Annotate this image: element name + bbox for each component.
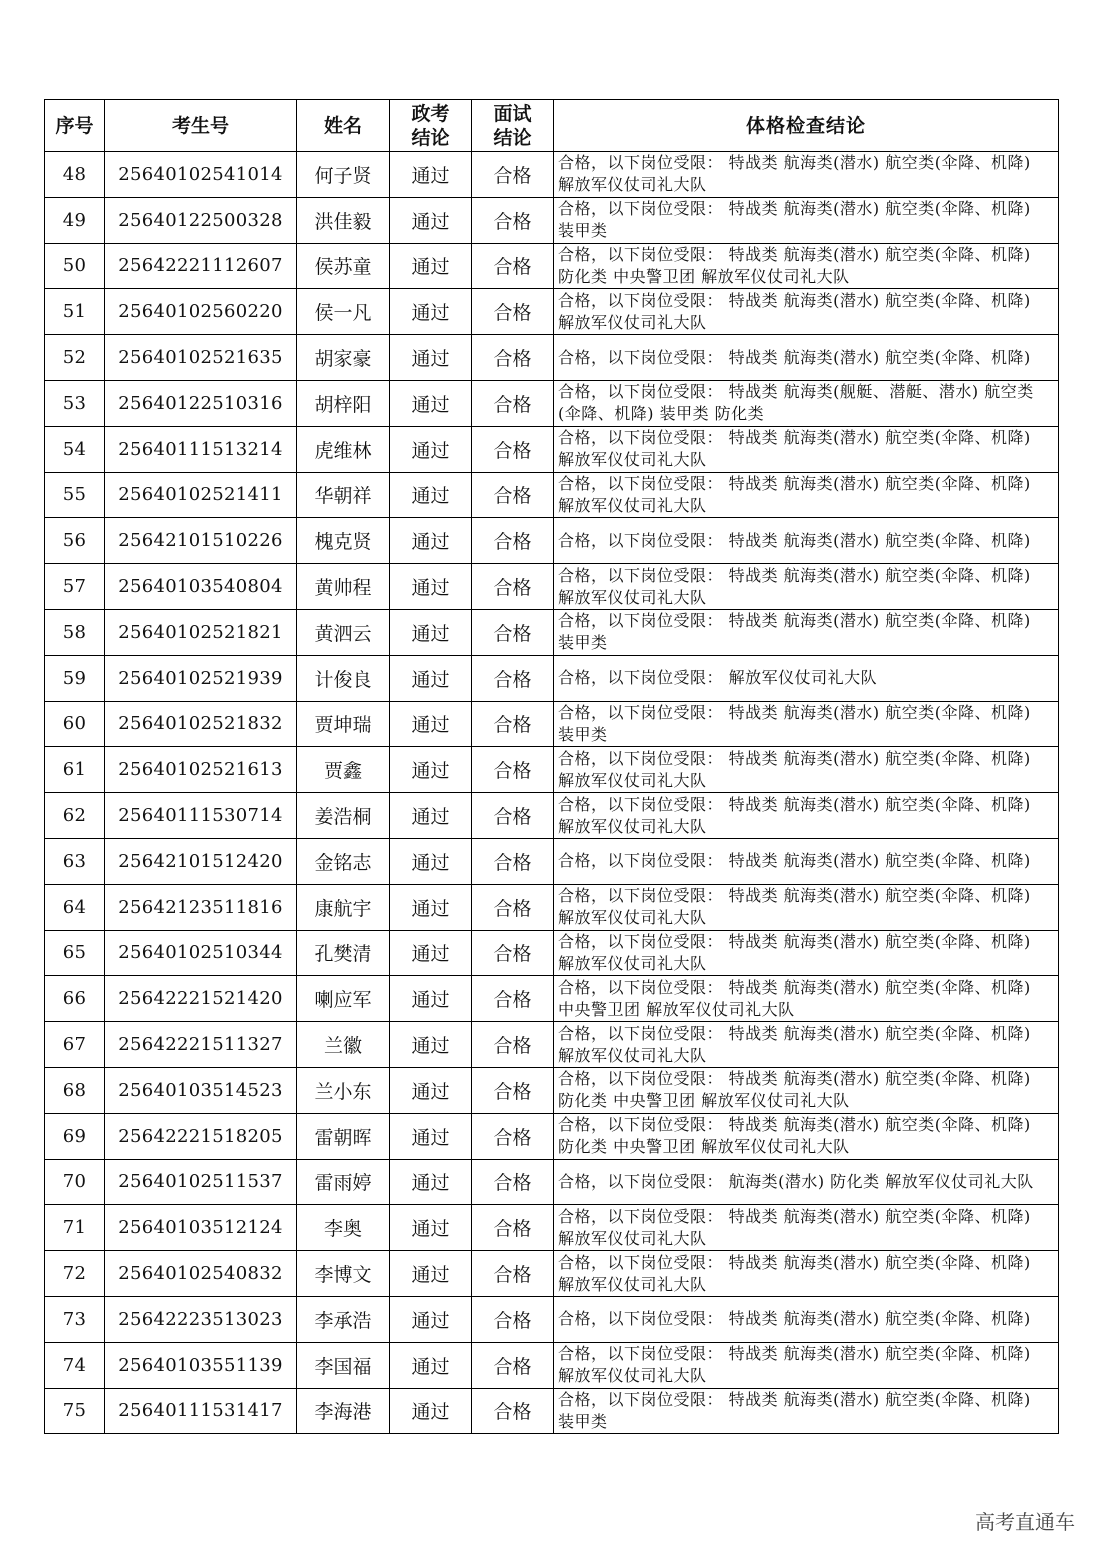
- physical-result-cell: 合格，以下岗位受限： 解放军仪仗司礼大队: [554, 655, 1059, 701]
- exam-id-cell: 25642101510226: [105, 518, 297, 564]
- physical-result-cell: 合格，以下岗位受限： 特战类 航海类(潜水) 航空类(伞降、机降) 解放军仪仗司礼大队: [554, 426, 1059, 472]
- seq-cell: 53: [45, 380, 105, 426]
- exam-id-cell: 25640111531417: [105, 1388, 297, 1434]
- seq-cell: 70: [45, 1159, 105, 1205]
- exam-id-cell: 25640111513214: [105, 426, 297, 472]
- name-cell: 何子贤: [297, 152, 390, 198]
- political-cell: 通过: [390, 747, 472, 793]
- table-row: [45, 1388, 1059, 1434]
- name-cell: 康航宇: [297, 884, 390, 930]
- interview-cell: 合格: [472, 609, 554, 655]
- table-row: [45, 152, 1059, 198]
- interview-cell: 合格: [472, 1342, 554, 1388]
- table-row: [45, 793, 1059, 839]
- physical-result-cell: 合格，以下岗位受限： 特战类 航海类(潜水) 航空类(伞降、机降) 解放军仪仗司礼大队: [554, 930, 1059, 976]
- seq-cell: 59: [45, 655, 105, 701]
- table-row: [45, 884, 1059, 930]
- political-cell: 通过: [390, 793, 472, 839]
- exam-id-cell: 25640103540804: [105, 564, 297, 610]
- seq-cell: 66: [45, 976, 105, 1022]
- table-row: [45, 472, 1059, 518]
- seq-cell: 61: [45, 747, 105, 793]
- seq-cell: 65: [45, 930, 105, 976]
- interview-cell: 合格: [472, 838, 554, 884]
- exam-id-cell: 25640102511537: [105, 1159, 297, 1205]
- seq-cell: 63: [45, 838, 105, 884]
- name-cell: 雷雨婷: [297, 1159, 390, 1205]
- table-row: [45, 243, 1059, 289]
- name-cell: 计俊良: [297, 655, 390, 701]
- political-cell: 通过: [390, 335, 472, 381]
- exam-id-cell: 25640102541014: [105, 152, 297, 198]
- table-row: [45, 335, 1059, 381]
- seq-cell: 52: [45, 335, 105, 381]
- physical-result-cell: 合格，以下岗位受限： 特战类 航海类(潜水) 航空类(伞降、机降) 解放军仪仗司礼大队: [554, 747, 1059, 793]
- name-cell: 华朝祥: [297, 472, 390, 518]
- exam-id-cell: 25640103551139: [105, 1342, 297, 1388]
- interview-cell: 合格: [472, 380, 554, 426]
- seq-cell: 68: [45, 1067, 105, 1113]
- political-cell: 通过: [390, 1067, 472, 1113]
- political-cell: 通过: [390, 1342, 472, 1388]
- physical-result-cell: 合格，以下岗位受限： 特战类 航海类(潜水) 航空类(伞降、机降) 解放军仪仗司礼大队: [554, 152, 1059, 198]
- name-cell: 侯一凡: [297, 289, 390, 335]
- name-cell: 姜浩桐: [297, 793, 390, 839]
- name-cell: 槐克贤: [297, 518, 390, 564]
- name-cell: 兰徽: [297, 1022, 390, 1068]
- name-cell: 孔樊清: [297, 930, 390, 976]
- interview-cell: 合格: [472, 197, 554, 243]
- table-row: [45, 701, 1059, 747]
- physical-result-cell: 合格，以下岗位受限： 特战类 航海类(潜水) 航空类(伞降、机降) 装甲类: [554, 701, 1059, 747]
- physical-result-cell: 合格，以下岗位受限： 特战类 航海类(潜水) 航空类(伞降、机降) 解放军仪仗司礼大队: [554, 1342, 1059, 1388]
- exam-id-cell: 25642123511816: [105, 884, 297, 930]
- seq-cell: 55: [45, 472, 105, 518]
- interview-cell: 合格: [472, 564, 554, 610]
- name-cell: 侯苏童: [297, 243, 390, 289]
- physical-result-cell: 合格，以下岗位受限： 特战类 航海类(潜水) 航空类(伞降、机降) 解放军仪仗司礼大队: [554, 289, 1059, 335]
- physical-result-cell: 合格，以下岗位受限： 特战类 航海类(潜水) 航空类(伞降、机降) 解放军仪仗司礼大队: [554, 884, 1059, 930]
- exam-id-cell: 25640102521411: [105, 472, 297, 518]
- seq-cell: 75: [45, 1388, 105, 1434]
- interview-cell: 合格: [472, 701, 554, 747]
- physical-result-cell: 合格，以下岗位受限： 特战类 航海类(潜水) 航空类(伞降、机降) 解放军仪仗司礼大队: [554, 1022, 1059, 1068]
- header-seq: 序号: [45, 100, 105, 152]
- political-cell: 通过: [390, 930, 472, 976]
- exam-id-cell: 25640102521635: [105, 335, 297, 381]
- table-row: [45, 289, 1059, 335]
- physical-result-cell: 合格，以下岗位受限： 特战类 航海类(潜水) 航空类(伞降、机降): [554, 838, 1059, 884]
- exam-id-cell: 25642101512420: [105, 838, 297, 884]
- interview-cell: 合格: [472, 1205, 554, 1251]
- physical-result-cell: 合格，以下岗位受限： 特战类 航海类(潜水) 航空类(伞降、机降) 装甲类: [554, 197, 1059, 243]
- seq-cell: 54: [45, 426, 105, 472]
- political-cell: 通过: [390, 609, 472, 655]
- table-row: [45, 564, 1059, 610]
- table-row: [45, 1251, 1059, 1297]
- exam-id-cell: 25642221112607: [105, 243, 297, 289]
- interview-cell: 合格: [472, 1159, 554, 1205]
- name-cell: 李海港: [297, 1388, 390, 1434]
- exam-id-cell: 25640102560220: [105, 289, 297, 335]
- interview-cell: 合格: [472, 518, 554, 564]
- exam-id-cell: 25640103512124: [105, 1205, 297, 1251]
- political-cell: 通过: [390, 1388, 472, 1434]
- exam-id-cell: 25640122500328: [105, 197, 297, 243]
- table-row: [45, 426, 1059, 472]
- political-cell: 通过: [390, 884, 472, 930]
- exam-id-cell: 25640102510344: [105, 930, 297, 976]
- interview-cell: 合格: [472, 1296, 554, 1342]
- table-body: [45, 152, 1059, 1434]
- name-cell: 兰小东: [297, 1067, 390, 1113]
- seq-cell: 60: [45, 701, 105, 747]
- header-exam-id: 考生号: [105, 100, 297, 152]
- table-row: [45, 655, 1059, 701]
- political-cell: 通过: [390, 976, 472, 1022]
- political-cell: 通过: [390, 1022, 472, 1068]
- political-cell: 通过: [390, 289, 472, 335]
- name-cell: 贾鑫: [297, 747, 390, 793]
- header-interview: 面试 结论: [472, 100, 554, 152]
- physical-result-cell: 合格，以下岗位受限： 特战类 航海类(潜水) 航空类(伞降、机降) 防化类 中央警卫团 解放军仪仗司礼大队: [554, 243, 1059, 289]
- physical-result-cell: 合格，以下岗位受限： 特战类 航海类(潜水) 航空类(伞降、机降): [554, 1296, 1059, 1342]
- physical-result-cell: 合格，以下岗位受限： 特战类 航海类(潜水) 航空类(伞降、机降) 解放军仪仗司礼大队: [554, 564, 1059, 610]
- interview-cell: 合格: [472, 152, 554, 198]
- political-cell: 通过: [390, 701, 472, 747]
- interview-cell: 合格: [472, 1251, 554, 1297]
- physical-result-cell: 合格，以下岗位受限： 航海类(潜水) 防化类 解放军仪仗司礼大队: [554, 1159, 1059, 1205]
- seq-cell: 74: [45, 1342, 105, 1388]
- results-table: [44, 99, 1059, 1434]
- interview-cell: 合格: [472, 335, 554, 381]
- political-cell: 通过: [390, 1159, 472, 1205]
- seq-cell: 50: [45, 243, 105, 289]
- name-cell: 黄帅程: [297, 564, 390, 610]
- seq-cell: 57: [45, 564, 105, 610]
- political-cell: 通过: [390, 152, 472, 198]
- exam-id-cell: 25640122510316: [105, 380, 297, 426]
- table-row: [45, 197, 1059, 243]
- exam-id-cell: 25640111530714: [105, 793, 297, 839]
- table-row: [45, 1342, 1059, 1388]
- interview-cell: 合格: [472, 426, 554, 472]
- interview-cell: 合格: [472, 655, 554, 701]
- physical-result-cell: 合格，以下岗位受限： 特战类 航海类(潜水) 航空类(伞降、机降) 装甲类: [554, 609, 1059, 655]
- name-cell: 胡梓阳: [297, 380, 390, 426]
- exam-id-cell: 25642221521420: [105, 976, 297, 1022]
- table-row: [45, 1296, 1059, 1342]
- exam-id-cell: 25640102521939: [105, 655, 297, 701]
- name-cell: 黄泗云: [297, 609, 390, 655]
- political-cell: 通过: [390, 838, 472, 884]
- political-cell: 通过: [390, 1251, 472, 1297]
- political-cell: 通过: [390, 197, 472, 243]
- interview-cell: 合格: [472, 1113, 554, 1159]
- interview-cell: 合格: [472, 1022, 554, 1068]
- seq-cell: 49: [45, 197, 105, 243]
- table-row: [45, 380, 1059, 426]
- name-cell: 李博文: [297, 1251, 390, 1297]
- political-cell: 通过: [390, 426, 472, 472]
- physical-result-cell: 合格，以下岗位受限： 特战类 航海类(潜水) 航空类(伞降、机降) 解放军仪仗司礼大队: [554, 1251, 1059, 1297]
- header-physical: 体格检查结论: [554, 100, 1059, 152]
- political-cell: 通过: [390, 1113, 472, 1159]
- header-row: [45, 100, 1059, 152]
- physical-result-cell: 合格，以下岗位受限： 特战类 航海类(潜水) 航空类(伞降、机降) 防化类 中央警卫团 解放军仪仗司礼大队: [554, 1067, 1059, 1113]
- seq-cell: 48: [45, 152, 105, 198]
- interview-cell: 合格: [472, 472, 554, 518]
- name-cell: 虎维林: [297, 426, 390, 472]
- political-cell: 通过: [390, 1296, 472, 1342]
- name-cell: 李承浩: [297, 1296, 390, 1342]
- interview-cell: 合格: [472, 976, 554, 1022]
- exam-id-cell: 25640102521613: [105, 747, 297, 793]
- name-cell: 喇应军: [297, 976, 390, 1022]
- exam-id-cell: 25642221518205: [105, 1113, 297, 1159]
- political-cell: 通过: [390, 243, 472, 289]
- physical-result-cell: 合格，以下岗位受限： 特战类 航海类(潜水) 航空类(伞降、机降) 解放军仪仗司礼大队: [554, 1205, 1059, 1251]
- interview-cell: 合格: [472, 747, 554, 793]
- seq-cell: 58: [45, 609, 105, 655]
- political-cell: 通过: [390, 380, 472, 426]
- physical-result-cell: 合格，以下岗位受限： 特战类 航海类(潜水) 航空类(伞降、机降) 解放军仪仗司礼大队: [554, 472, 1059, 518]
- physical-result-cell: 合格，以下岗位受限： 特战类 航海类(潜水) 航空类(伞降、机降) 装甲类: [554, 1388, 1059, 1434]
- table-row: [45, 1067, 1059, 1113]
- political-cell: 通过: [390, 564, 472, 610]
- seq-cell: 67: [45, 1022, 105, 1068]
- name-cell: 李奥: [297, 1205, 390, 1251]
- political-cell: 通过: [390, 655, 472, 701]
- political-cell: 通过: [390, 472, 472, 518]
- physical-result-cell: 合格，以下岗位受限： 特战类 航海类(潜水) 航空类(伞降、机降): [554, 335, 1059, 381]
- interview-cell: 合格: [472, 289, 554, 335]
- table-row: [45, 609, 1059, 655]
- table-row: [45, 976, 1059, 1022]
- interview-cell: 合格: [472, 1067, 554, 1113]
- name-cell: 贾坤瑞: [297, 701, 390, 747]
- political-cell: 通过: [390, 1205, 472, 1251]
- table-row: [45, 518, 1059, 564]
- interview-cell: 合格: [472, 793, 554, 839]
- table-row: [45, 1159, 1059, 1205]
- name-cell: 李国福: [297, 1342, 390, 1388]
- seq-cell: 64: [45, 884, 105, 930]
- seq-cell: 51: [45, 289, 105, 335]
- name-cell: 胡家豪: [297, 335, 390, 381]
- watermark-text: 高考直通车: [975, 1510, 1075, 1534]
- seq-cell: 71: [45, 1205, 105, 1251]
- exam-id-cell: 25640102521821: [105, 609, 297, 655]
- table-row: [45, 1205, 1059, 1251]
- seq-cell: 69: [45, 1113, 105, 1159]
- exam-id-cell: 25640102521832: [105, 701, 297, 747]
- exam-id-cell: 25640103514523: [105, 1067, 297, 1113]
- exam-id-cell: 25640102540832: [105, 1251, 297, 1297]
- physical-result-cell: 合格，以下岗位受限： 特战类 航海类(潜水) 航空类(伞降、机降) 防化类 中央警卫团 解放军仪仗司礼大队: [554, 1113, 1059, 1159]
- exam-id-cell: 25642223513023: [105, 1296, 297, 1342]
- header-political: 政考 结论: [390, 100, 472, 152]
- physical-result-cell: 合格，以下岗位受限： 特战类 航海类(潜水) 航空类(伞降、机降) 解放军仪仗司礼大队: [554, 793, 1059, 839]
- physical-result-cell: 合格，以下岗位受限： 特战类 航海类(潜水) 航空类(伞降、机降) 中央警卫团 解放军仪仗司礼大队: [554, 976, 1059, 1022]
- table-row: [45, 1022, 1059, 1068]
- exam-id-cell: 25642221511327: [105, 1022, 297, 1068]
- name-cell: 金铭志: [297, 838, 390, 884]
- seq-cell: 72: [45, 1251, 105, 1297]
- political-cell: 通过: [390, 518, 472, 564]
- physical-result-cell: 合格，以下岗位受限： 特战类 航海类(舰艇、潜艇、潜水) 航空类(伞降、机降) 装甲类 防化类: [554, 380, 1059, 426]
- table-row: [45, 1113, 1059, 1159]
- table-row: [45, 838, 1059, 884]
- interview-cell: 合格: [472, 1388, 554, 1434]
- seq-cell: 73: [45, 1296, 105, 1342]
- interview-cell: 合格: [472, 243, 554, 289]
- table-row: [45, 747, 1059, 793]
- interview-cell: 合格: [472, 884, 554, 930]
- table-row: [45, 930, 1059, 976]
- seq-cell: 56: [45, 518, 105, 564]
- physical-result-cell: 合格，以下岗位受限： 特战类 航海类(潜水) 航空类(伞降、机降): [554, 518, 1059, 564]
- seq-cell: 62: [45, 793, 105, 839]
- interview-cell: 合格: [472, 930, 554, 976]
- name-cell: 雷朝晖: [297, 1113, 390, 1159]
- name-cell: 洪佳毅: [297, 197, 390, 243]
- header-name: 姓名: [297, 100, 390, 152]
